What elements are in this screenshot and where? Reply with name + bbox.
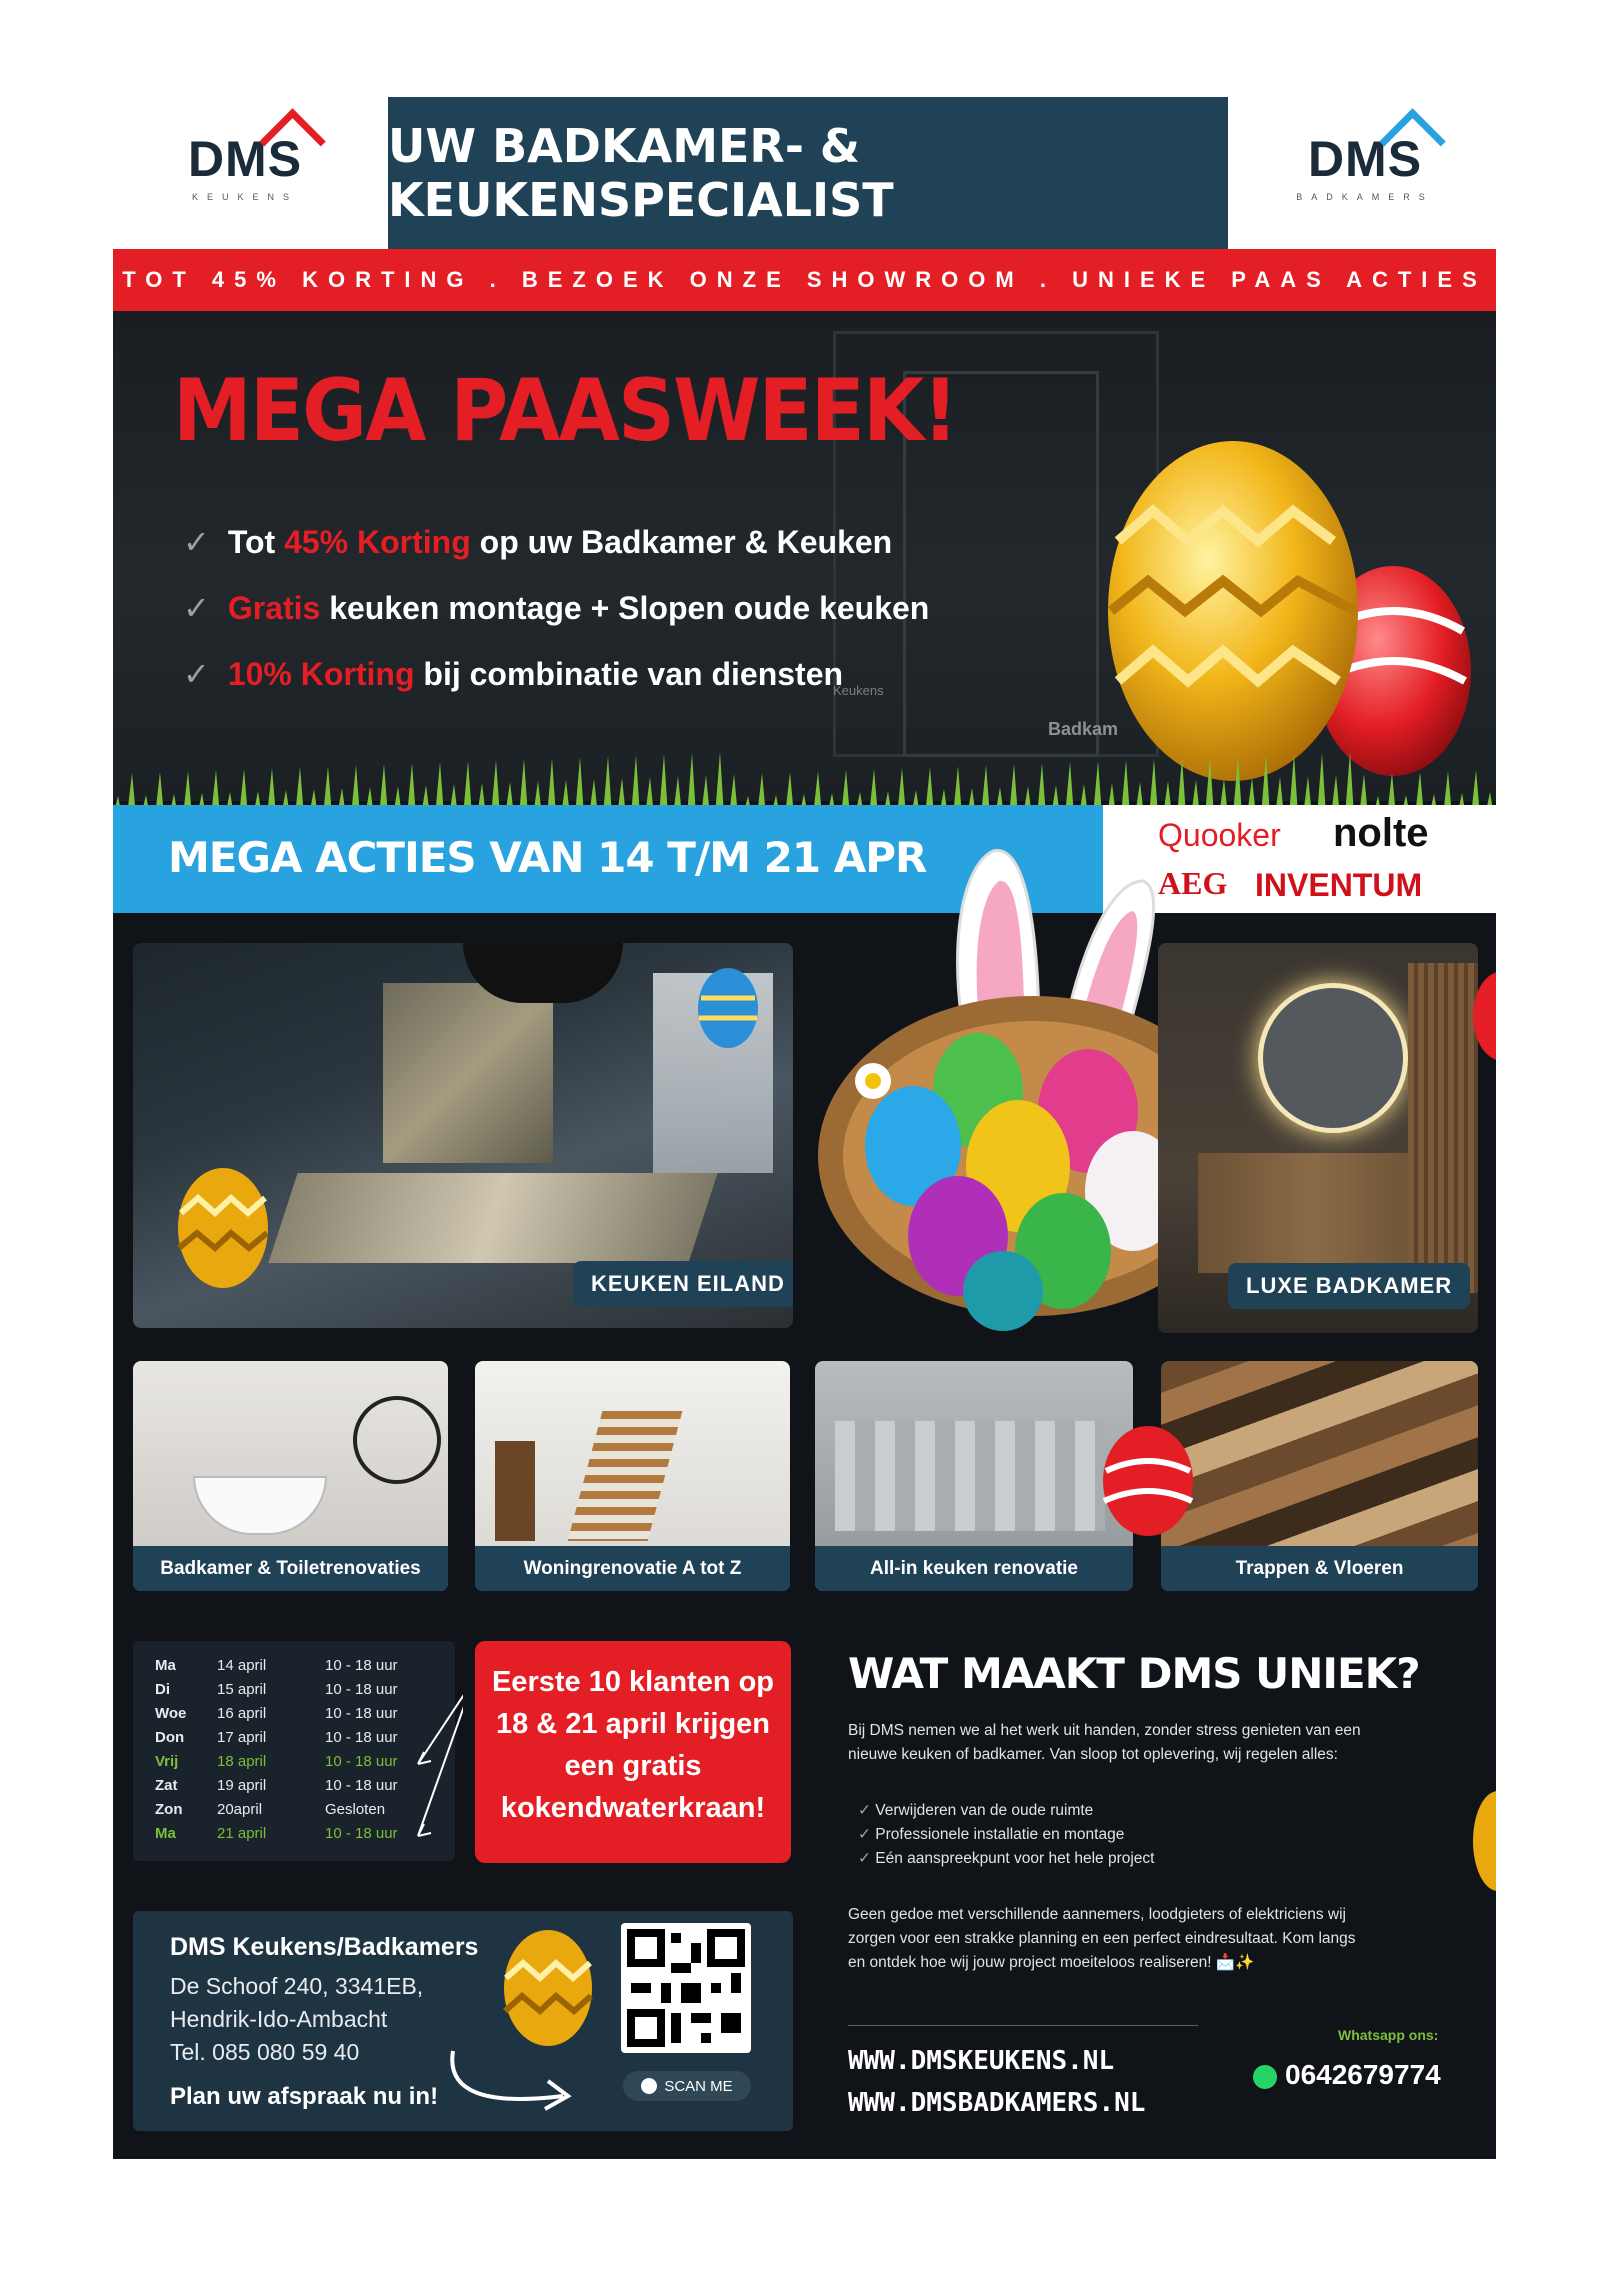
- wood-panel: [1408, 963, 1478, 1293]
- scan-me-button[interactable]: SCAN ME: [623, 2071, 751, 2101]
- tile-woningrenovatie: [475, 1361, 790, 1591]
- tile-label: Trappen & Vloeren: [1161, 1546, 1478, 1591]
- logo-word: DMS: [1307, 131, 1423, 187]
- header-banner: UW BADKAMER- & KEUKENSPECIALIST: [388, 97, 1228, 249]
- check-icon: ✓: [858, 1850, 876, 1867]
- bathroom-photo: [1158, 943, 1478, 1333]
- arrow-icon: [433, 2041, 593, 2121]
- schedule-day: Don: [155, 1729, 185, 1746]
- promo-strip: TOT 45% KORTING . BEZOEK ONZE SHOWROOM . UNIEKE PAAS ACTIES: [113, 249, 1496, 311]
- tile-trappen-vloeren: [1161, 1361, 1478, 1591]
- appointment-cta[interactable]: Plan uw afspraak nu in!: [170, 2083, 439, 2110]
- actions-bar-text: MEGA ACTIES VAN 14 T/M 21 APR: [168, 833, 927, 882]
- nolte-logo: nolte: [1333, 811, 1429, 855]
- round-mirror-icon: [353, 1396, 441, 1484]
- bullet: ✓ Eén aanspreekpunt voor het hele project: [858, 1850, 1155, 1867]
- check-icon: ✓: [183, 590, 210, 626]
- marble-panel: [383, 983, 553, 1163]
- schedule-day: Ma: [155, 1657, 176, 1674]
- schedule-date: 19 april: [217, 1777, 267, 1794]
- check-icon: ✓: [858, 1826, 876, 1843]
- schedule-hours: 10 - 18 uur: [325, 1681, 398, 1698]
- logo-word: DMS: [187, 131, 303, 187]
- dms-keukens-logo: [150, 130, 340, 220]
- kitchen-island: [268, 1173, 717, 1263]
- schedule-day: Vrij: [155, 1753, 179, 1770]
- benefit-1: ✓ Tot 45% Korting op uw Badkamer & Keuken: [183, 524, 893, 560]
- qr-code-icon: [621, 1923, 751, 2053]
- schedule-hours: 10 - 18 uur: [325, 1705, 398, 1722]
- schedule-day: Ma: [155, 1825, 176, 1842]
- dms-badkamers-logo: [1270, 130, 1460, 220]
- pointer-arrow-icon: [133, 1641, 463, 1861]
- address-line: Hendrik-Ido-Ambacht: [170, 2006, 388, 2032]
- schedule-hours: 10 - 18 uur: [325, 1753, 398, 1770]
- red-egg-icon: [1098, 1421, 1198, 1541]
- outro-line: Geen gedoe met verschillende aannemers, loodgieters of elektriciens wij: [848, 1906, 1346, 1923]
- round-mirror-icon: [1258, 983, 1408, 1133]
- gold-egg-icon: [498, 1926, 598, 2051]
- schedule-date: 17 april: [217, 1729, 267, 1746]
- gold-egg-icon: [173, 1163, 273, 1293]
- tile-badkamer-renovaties: [133, 1361, 448, 1591]
- promo-line: Eerste 10 klanten op: [491, 1666, 775, 1698]
- tile-label: Badkamer & Toiletrenovaties: [133, 1546, 448, 1591]
- hero-section: [113, 311, 1496, 801]
- promo-line: kokendwaterkraan!: [500, 1792, 766, 1824]
- outro-line: zorgen voor een strakke planning en een perfect eindresultaat. Kom langs: [848, 1930, 1356, 1947]
- schedule-date: 18 april: [217, 1753, 267, 1770]
- bullet: ✓ Verwijderen van de oude ruimte: [858, 1802, 1094, 1819]
- tile-label: All-in keuken renovatie: [815, 1546, 1133, 1591]
- uniek-section: [848, 1641, 1468, 2141]
- schedule-date: 15 april: [217, 1681, 267, 1698]
- address-line: De Schoof 240, 3341EB,: [170, 1973, 424, 1999]
- check-icon: ✓: [858, 1802, 876, 1819]
- schedule-date: 21 april: [217, 1825, 267, 1842]
- luxe-badkamer-label: LUXE BADKAMER: [1228, 1263, 1470, 1309]
- gold-egg-icon: [1473, 1791, 1496, 1891]
- schedule-hours: 10 - 18 uur: [325, 1657, 398, 1674]
- page-title: MEGA PAASWEEK!: [173, 361, 957, 461]
- schedule-hours: Gesloten: [325, 1801, 386, 1818]
- website-badkamers[interactable]: WWW.DMSBADKAMERS.NL: [848, 2088, 1146, 2118]
- bullet: ✓ Professionele installatie en montage: [858, 1826, 1125, 1843]
- inventum-logo: INVENTUM: [1255, 867, 1423, 903]
- schedule-date: 20april: [217, 1801, 263, 1818]
- door: [495, 1441, 535, 1541]
- promo-line: een gratis: [564, 1750, 702, 1782]
- schedule-date: 16 april: [217, 1705, 267, 1722]
- bathtub: [193, 1476, 327, 1535]
- sign-keukens: Keukens: [833, 683, 884, 698]
- aeg-logo: AEG: [1158, 865, 1228, 901]
- intro-line: nieuwe keuken of badkamer. Van sloop tot oplevering, wij regelen alles:: [848, 1746, 1338, 1763]
- website-keukens[interactable]: WWW.DMSKEUKENS.NL: [848, 2046, 1115, 2076]
- blue-egg-icon: [693, 963, 763, 1053]
- tile-keuken-renovatie: [815, 1361, 1133, 1591]
- logo-sub: BADKAMERS: [1296, 192, 1434, 202]
- check-icon: ✓: [183, 524, 210, 560]
- schedule-day: Zon: [155, 1801, 183, 1818]
- schedule-day: Di: [155, 1681, 170, 1698]
- construction-site: [835, 1421, 1105, 1531]
- company-name: DMS Keukens/Badkamers: [170, 1933, 479, 1961]
- keuken-eiland-label: KEUKEN EILAND: [573, 1261, 793, 1307]
- schedule-hours: 10 - 18 uur: [325, 1825, 398, 1842]
- contact-card: [133, 1911, 793, 2131]
- benefit-3: ✓ 10% Korting bij combinatie van diensten: [183, 656, 844, 692]
- sign-badkamers: Badkam: [1048, 719, 1119, 739]
- easter-eggs-icon: [1093, 381, 1493, 801]
- uniek-heading: WAT MAAKT DMS UNIEK?: [848, 1649, 1420, 1698]
- phone: Tel. 085 080 59 40: [170, 2039, 360, 2065]
- staircase: [568, 1411, 683, 1541]
- check-icon: ✓: [183, 656, 210, 692]
- opening-hours: [133, 1641, 455, 1861]
- quooker-logo: Quooker: [1158, 817, 1281, 853]
- kitchen-photo: [133, 943, 793, 1328]
- tile-label: Woningrenovatie A tot Z: [475, 1546, 790, 1591]
- promo-line: 18 & 21 april krijgen: [495, 1708, 770, 1740]
- intro-line: Bij DMS nemen we al het werk uit handen, zonder stress genieten van een: [848, 1722, 1361, 1739]
- qr-code[interactable]: [621, 1923, 751, 2053]
- logo-sub: KEUKENS: [191, 192, 298, 202]
- benefit-2: ✓ Gratis keuken montage + Slopen oude keuken: [183, 590, 930, 626]
- main-flyer: [113, 311, 1496, 2159]
- divider: [848, 2025, 1198, 2026]
- promo-box: [475, 1641, 791, 1863]
- schedule-hours: 10 - 18 uur: [325, 1729, 398, 1746]
- scan-icon: [641, 2078, 657, 2094]
- vanity-unit: [1198, 1153, 1428, 1273]
- schedule-hours: 10 - 18 uur: [325, 1777, 398, 1794]
- whatsapp-number[interactable]: 0642679774: [1253, 2059, 1441, 2091]
- whatsapp-label: Whatsapp ons:: [1338, 2027, 1439, 2043]
- whatsapp-icon: [1253, 2065, 1277, 2089]
- schedule-date: 14 april: [217, 1657, 267, 1674]
- schedule-day: Woe: [155, 1705, 187, 1722]
- schedule-day: Zat: [155, 1777, 178, 1794]
- outro-line: en ontdek hoe wij jouw project moeiteloos realiseren! 📩✨: [848, 1954, 1255, 1971]
